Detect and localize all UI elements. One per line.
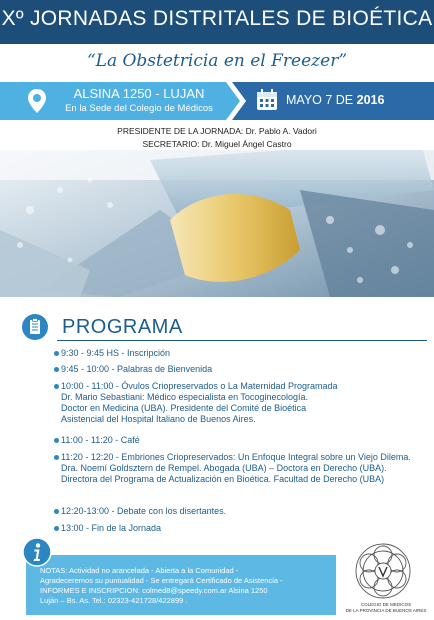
president-credit: PRESIDENTE DE LA JORNADA: Dr. Pablo A. Vadori xyxy=(117,126,317,136)
notes-line: INFORMES E INSCRIPCION: colmed8@speedy.com.ar Alsina 1250 xyxy=(40,586,268,595)
notes-line: NOTAS: Actividad no arancelada - Abierta a la Comunidad - xyxy=(40,566,239,575)
program-item-text: 9:45 - 10:00 - Palabras de Bienvenida xyxy=(61,364,213,374)
location-address: ALSINA 1250 - LUJAN xyxy=(73,86,205,101)
bullet xyxy=(54,367,59,372)
program-item xyxy=(54,506,424,517)
logo-caption: COLEGIO DE MEDICOS xyxy=(360,602,412,607)
program-item-text: 9:30 - 9:45 HS - Inscripción xyxy=(61,348,171,358)
program-item-text: 10:00 - 11:00 - Óvulos Criopreservados o La Maternidad Programada xyxy=(61,381,338,391)
colegio-medicos-logo-icon xyxy=(352,541,414,601)
bullet xyxy=(54,384,59,389)
page-title: Xº JORNADAS DISTRITALES DE BIOÉTICA xyxy=(1,7,433,30)
location-venue: En la Sede del Colegio de Médicos xyxy=(65,103,213,114)
program-item-text: 12:20-13:00 - Debate con los disertantes. xyxy=(61,506,227,516)
bullet xyxy=(54,455,59,460)
date-year: 2016 xyxy=(356,93,385,107)
program-item xyxy=(54,452,424,485)
clipboard-icon xyxy=(22,314,48,340)
notes-line: Luján – Bs. As. Tel.: 02323-421728/422899 . xyxy=(40,596,188,605)
location-pin-icon xyxy=(26,88,48,114)
notes-text xyxy=(40,566,336,606)
program-item-text: 11:00 - 11:20 - Café xyxy=(61,435,140,445)
event-date xyxy=(286,93,384,107)
bullet xyxy=(54,526,59,531)
program-item-detail: Doctor en Medicina (UBA). Presidente del Comité de Bioética xyxy=(61,403,307,413)
program-item xyxy=(54,348,424,359)
program-item-detail: Directora del Programa de Actualización en Bioética. Facultad de Derecho (UBA) xyxy=(61,474,385,484)
program-item-text: 11:20 - 12:20 - Embriones Criopreservados: Un Enfoque Integral sobre un Viejo Dilema. xyxy=(61,452,411,462)
programa-title: PROGRAMA xyxy=(62,316,183,338)
program-item xyxy=(54,435,424,446)
program-item xyxy=(54,381,424,425)
info-icon xyxy=(22,537,52,567)
program-item-text: 13:00 - Fin de la Jornada xyxy=(61,523,162,533)
programa-divider xyxy=(57,340,427,341)
bullet xyxy=(54,509,59,514)
event-subtitle: “La Obstetricia en el Freezer” xyxy=(86,51,348,71)
program-item-detail: Asistencial del Hospital Italiano de Buenos Aires. xyxy=(61,414,256,424)
program-item xyxy=(54,523,424,534)
frozen-vials-photo xyxy=(0,150,434,297)
bullet xyxy=(54,351,59,356)
program-item xyxy=(54,364,424,375)
calendar-icon xyxy=(256,89,278,111)
notes-line: Agradeceremos su puntualidad - Se entregará Certificado de Asistencia - xyxy=(40,576,283,585)
secretary-credit: SECRETARIO: Dr. Miguel Ángel Castro xyxy=(142,139,292,149)
logo-caption: DE LA PROVINCIA DE BUENOS AIRES xyxy=(345,608,427,613)
bullet xyxy=(54,438,59,443)
program-item-detail: Dra. Noemí Goldsztern de Rempel. Abogada (UBA) – Doctora en Derecho (UBA). xyxy=(61,463,387,473)
program-item-detail: Dr. Mario Sebastiani: Médico especialista en Tocoginecología. xyxy=(61,392,308,402)
date-prefix: MAYO 7 DE xyxy=(286,93,357,107)
